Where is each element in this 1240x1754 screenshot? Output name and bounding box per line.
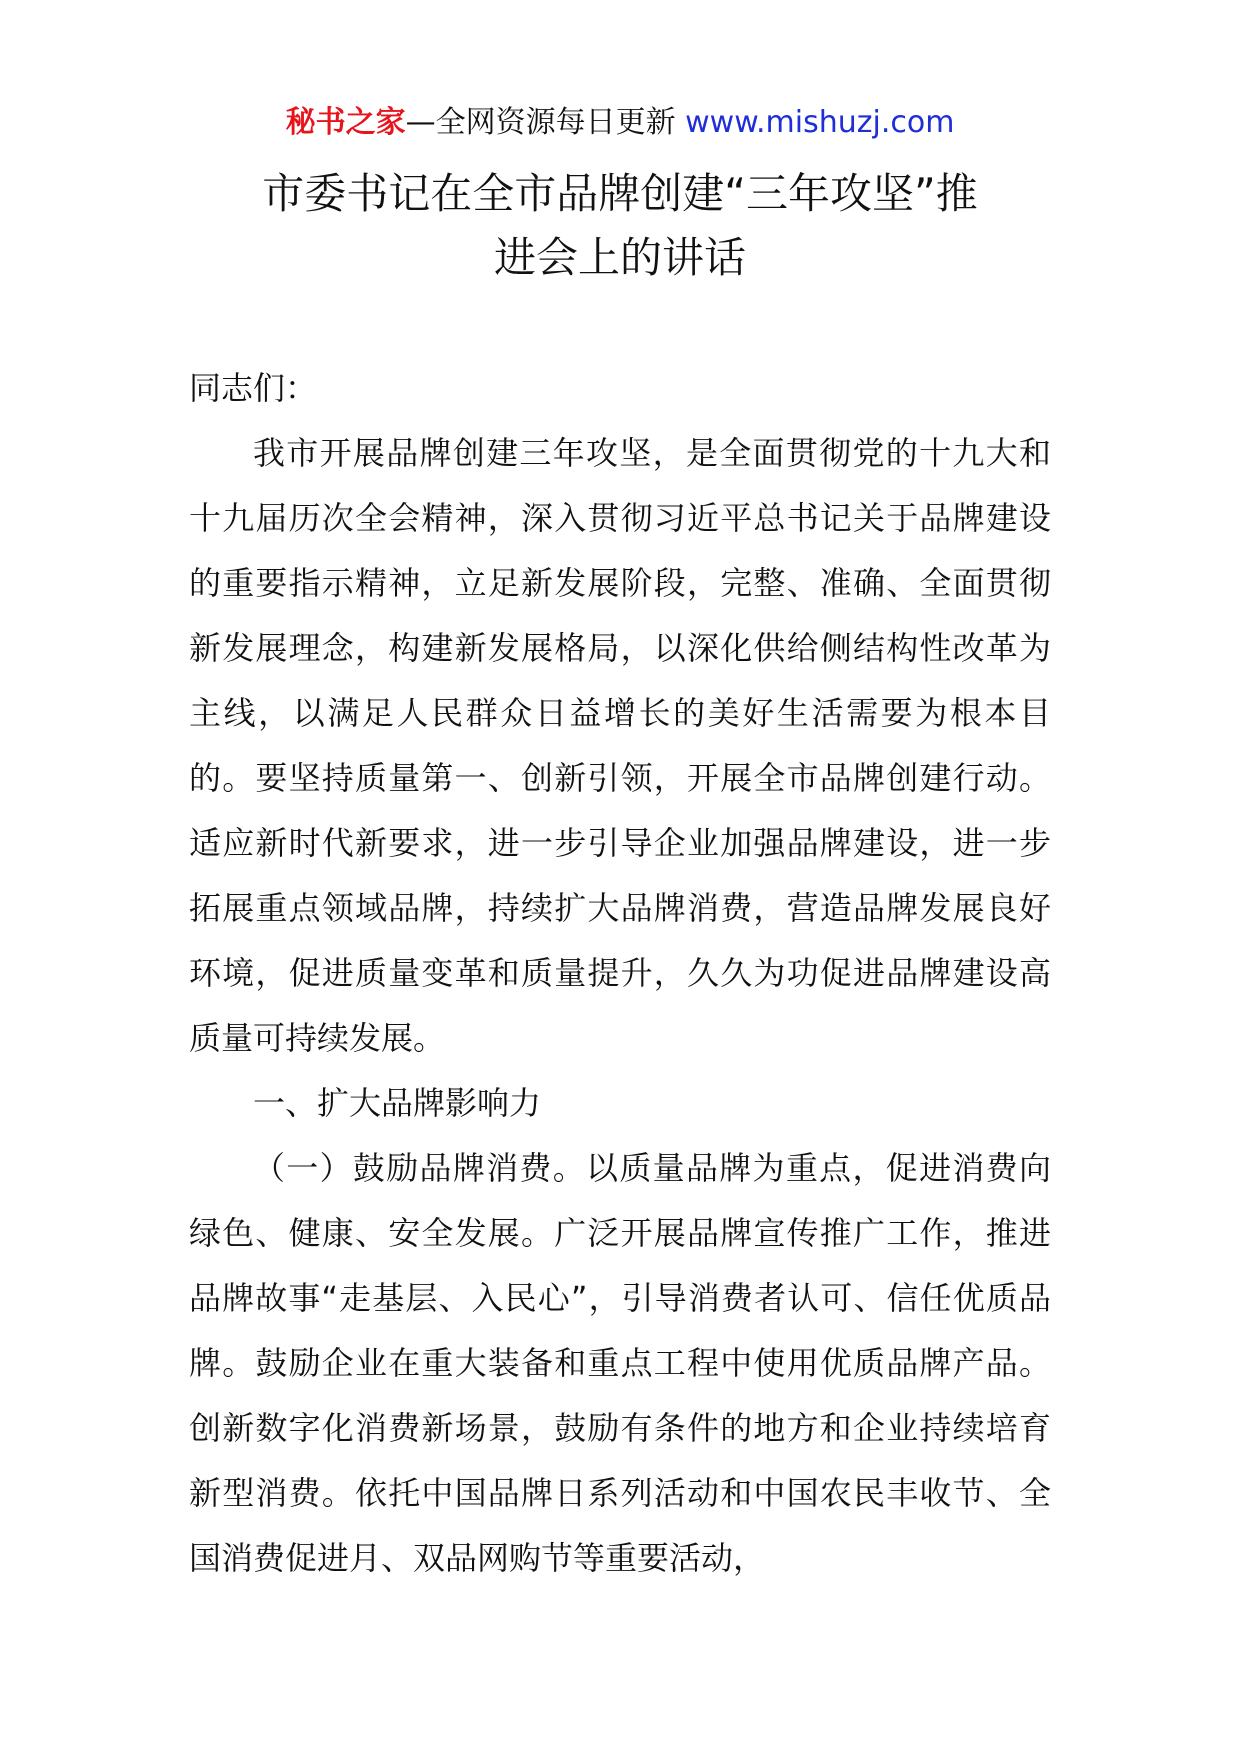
section-heading-1: 一、扩大品牌影响力	[253, 1084, 542, 1122]
greeting: 同志们：	[189, 369, 318, 407]
title-line-1: 市委书记在全市品牌创建“三年攻坚”推	[262, 169, 978, 218]
document-title	[190, 162, 1050, 290]
document-body	[189, 356, 1051, 1591]
paragraph-brand-consumption: （一）鼓励品牌消费。以质量品牌为重点，促进消费向绿色、健康、安全发展。广泛开展品牌宣传推广工作，推进品牌故事“走基层、入民心”，引导消费者认可、信任优质品牌。鼓励企业在重大装备和重点工程中使用优质品牌产品。创新数字化消费新场景，鼓励有条件的地方和企业持续培育新型消费。依托中国品牌日系列活动和中国农民丰收节、全国消费促进月、双品网购节等重要活动，	[189, 1149, 1051, 1577]
site-header	[0, 100, 1240, 146]
paragraph-intro: 我市开展品牌创建三年攻坚，是全面贯彻党的十九大和十九届历次全会精神，深入贯彻习近平总书记关于品牌建设的重要指示精神，立足新发展阶段，完整、准确、全面贯彻新发展理念，构建新发展格局，以深化供给侧结构性改革为主线，以满足人民群众日益增长的美好生活需要为根本目的。要坚持质量第一、创新引领，开展全市品牌创建行动。适应新时代新要求，进一步引导企业加强品牌建设，进一步拓展重点领域品牌，持续扩大品牌消费，营造品牌发展良好环境，促进质量变革和质量提升，久久为功促进品牌建设高质量可持续发展。	[189, 434, 1051, 1057]
site-url-link[interactable]: www.mishuzj.com	[685, 105, 955, 140]
title-line-2: 进会上的讲话	[493, 233, 746, 282]
brand-name: 秘书之家	[285, 105, 406, 140]
header-tagline: —全网资源每日更新	[405, 105, 676, 140]
